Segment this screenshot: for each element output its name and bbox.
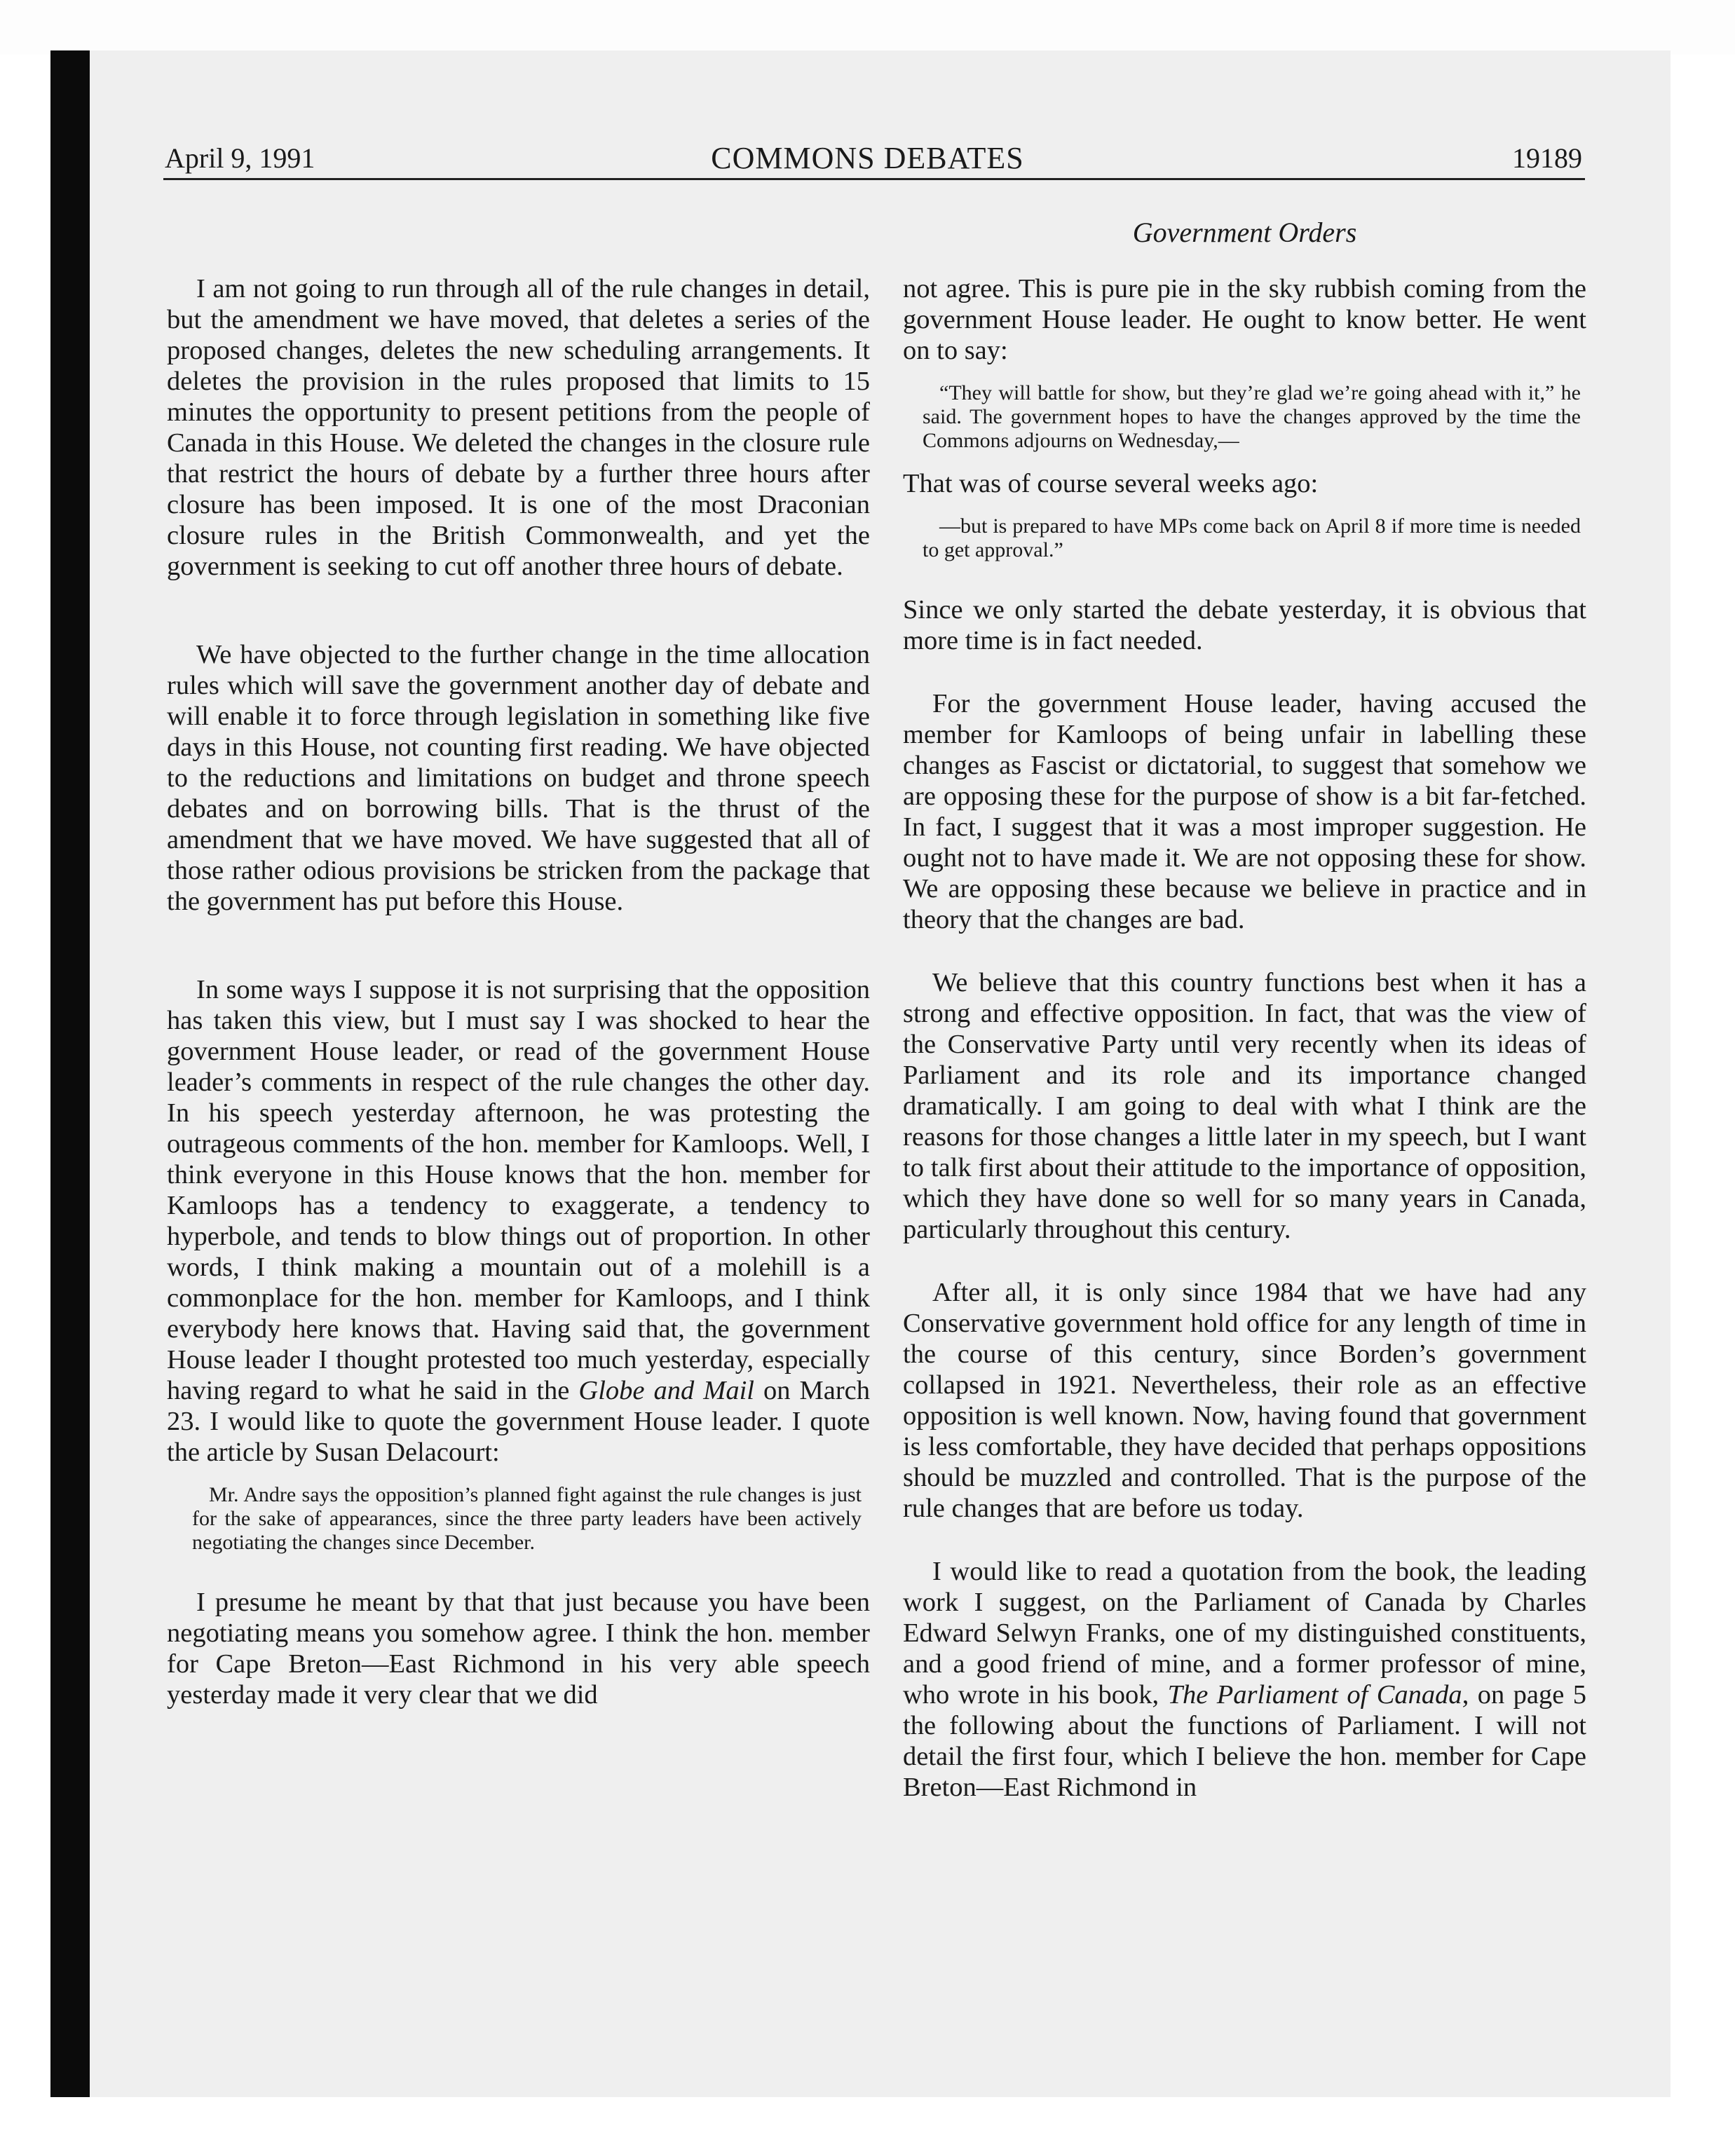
paragraph-text: on March 23. I would like to quote the government House leader. I quote the article by Susan Delacourt: xyxy=(167,1376,871,1467)
header-date: April 9, 1991 xyxy=(165,142,315,174)
paragraph: After all, it is only since 1984 that we have had any Conservative government hold office for any length of time in the course of this century, since Borden’s government collapsed in 1921. Nevertheless, their role as an effective opposition is well known. Now, having found that government is less comfortable, they have decided that perhaps oppositions should be muzzled and controlled. That is the purpose of the rule changes that are before us today. xyxy=(903,1278,1586,1523)
paragraph: We believe that this country functions best when it has a strong and effective opposition. In fact, that was the view of the Conservative Party until very recently when its ideas of Parliament and its role and its importance changed dramatically. I am going to deal with what I think are the reasons for those changes a little later in my speech, but I want to talk first about their attitude to the importance of opposition, which they have done so well for so many years in Canada, particularly throughout this century. xyxy=(903,968,1586,1244)
paragraph: We have objected to the further change in the time allocation rules which will save the government another day of debate and will enable it to force through legislation in something like five days in this House, not counting first reading. We have objected to the reductions and limitations on budget and throne speech debates and on borrowing bills. That is the thrust of the amendment that we have moved. We have suggested that all of those rather odious provisions be stricken from the package that the government has put before this House. xyxy=(167,640,870,916)
paragraph: Since we only started the debate yesterday, it is obvious that more time is in fact needed. xyxy=(903,595,1586,655)
paragraph xyxy=(167,974,870,1468)
paragraph: For the government House leader, having accused the member for Kamloops of being unfair in labelling these changes as Fascist or dictatorial, to suggest that somehow we are opposing these for the purpose of show is a bit far-fetched. In fact, I suggest that it was a most improper suggestion. He ought not to have made it. We are not opposing these for show. We are opposing these because we believe in practice and in theory that the changes are bad. xyxy=(903,689,1586,934)
paragraph xyxy=(903,1556,1586,1803)
block-quote: —but is prepared to have MPs come back on April 8 if more time is needed to get approval.” xyxy=(923,514,1581,561)
block-quote: “They will battle for show, but they’re glad we’re going ahead with it,” he said. The government hopes to have the changes approved by the time the Commons adjourns on Wednesday,— xyxy=(923,381,1581,452)
paragraph-text: I would like to read a quotation from the book, the leading work I suggest, on the Parliament of Canada by Charles Edward Selwyn Franks, one of my distinguished constituents, and a good friend of mine, and a former professor of mine, who wrote in his book, xyxy=(903,1557,1586,1710)
scan-binding-shadow xyxy=(50,50,90,2097)
paragraph: I am not going to run through all of the rule changes in detail, but the amendment we have moved, that deletes a series of the proposed changes, deletes the new scheduling arrangements. It deletes the provision in the rules proposed that limits to 15 minutes the opportunity to present petitions from the people of Canada in this House. We deleted the changes in the closure rule that restrict the hours of debate by a further three hours after closure has been imposed. It is one of the most Draconian closure rules in the British Commonwealth, and yet the government is seeking to cut off another three hours of debate. xyxy=(167,274,870,581)
paragraph-text: In some ways I suppose it is not surprising that the opposition has taken this view, but I must say I was shocked to hear the government House leader, or read of the government House leader’s comments in respect of the rule changes the other day. In his speech yesterday afternoon, he was protesting the outrageous comments of the hon. member for Kamloops. Well, I think everyone in this House knows that the hon. member for Kamloops has a tendency to exaggerate, a tendency to hyperbole, and tends to blow things out of proportion. In other words, I think making a mountain out of a molehill is a commonplace for the hon. member for Kamloops, and I think everybody here knows that. Having said that, the government House leader I thought protested too much yesterday, especially having regard to what he said in the xyxy=(167,975,870,1405)
scan-margin xyxy=(0,0,1735,55)
right-column xyxy=(903,273,1586,1803)
newspaper-title: Globe and Mail xyxy=(578,1376,754,1405)
header-title: COMMONS DEBATES xyxy=(711,141,1024,175)
paragraph: That was of course several weeks ago: xyxy=(903,469,1319,498)
paragraph: not agree. This is pure pie in the sky rubbish coming from the government House leader. He ought to know better. He went on to say: xyxy=(903,274,1586,365)
book-title: The Parliament of Canada xyxy=(1167,1680,1462,1710)
paragraph-text: , on page 5 the following about the functions of Parliament. I will not detail the first four, which I believe the hon. member for Cape Breton—East Richmond in xyxy=(903,1680,1586,1802)
section-heading: Government Orders xyxy=(1132,217,1357,248)
header-rule xyxy=(163,178,1585,180)
block-quote: Mr. Andre says the opposition’s planned fight against the rule changes is just for the sake of appearances, since the three party leaders have been actively negotiating the changes since December. xyxy=(192,1483,862,1554)
paragraph: I presume he meant by that that just because you have been negotiating means you somehow agree. I think the hon. member for Cape Breton—East Richmond in his very able speech yesterday made it very clear that we did xyxy=(167,1588,870,1710)
left-column xyxy=(167,273,870,1710)
header-page-number: 19189 xyxy=(1512,142,1582,174)
